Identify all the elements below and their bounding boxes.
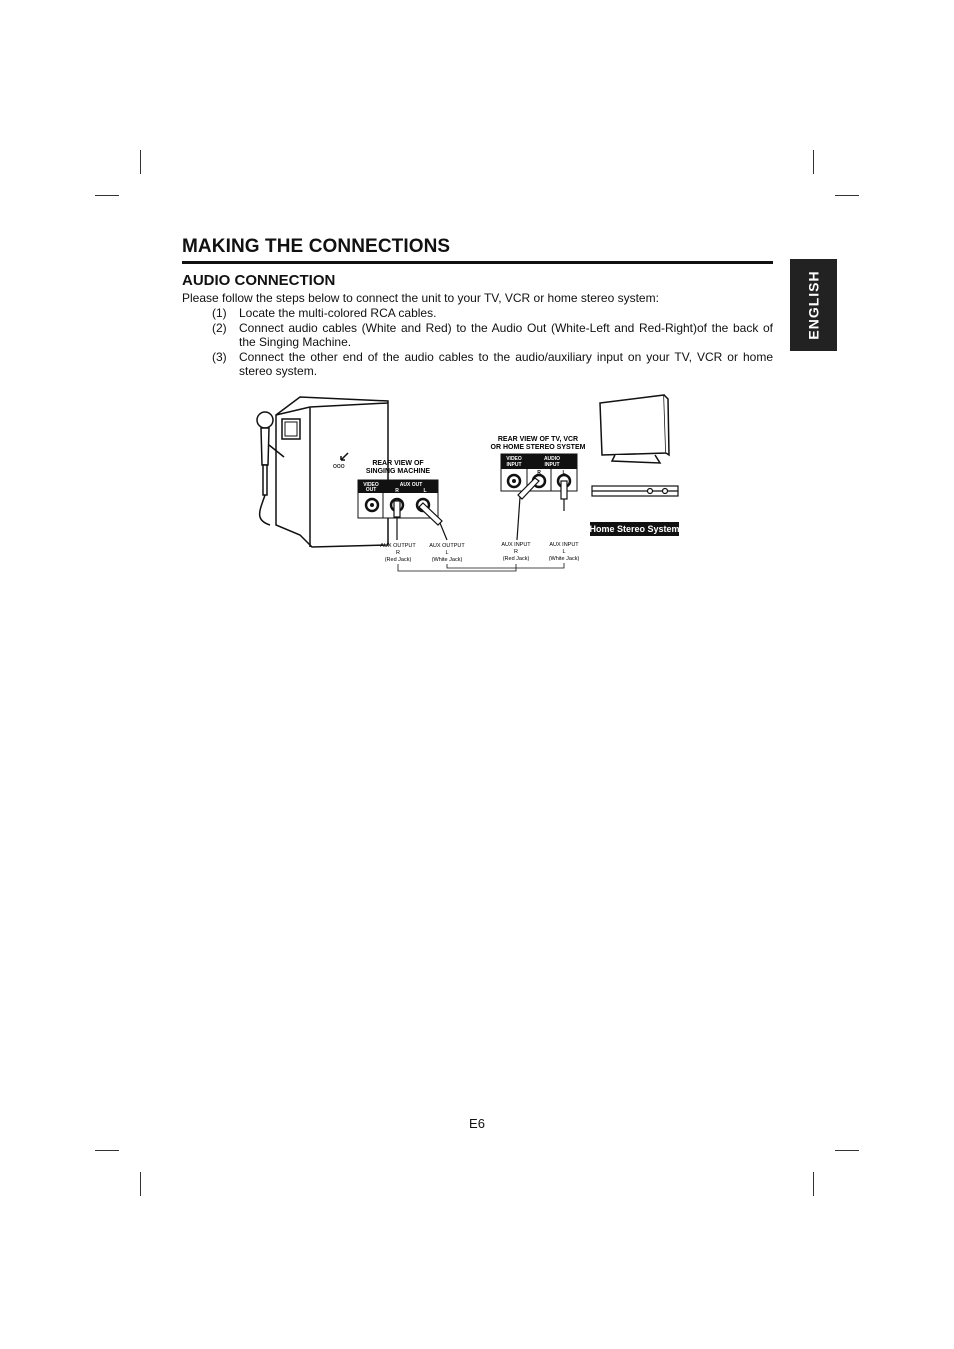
step-text: Connect the other end of the audio cables to the audio/auxiliary input on your TV, VCR or home stereo system. (239, 349, 773, 378)
video-out-label: OUT (365, 487, 377, 493)
crop-mark (813, 1172, 814, 1196)
rca-plug-white (561, 481, 567, 511)
aux-output-l-label: AUX OUTPUT (429, 543, 465, 549)
aux-output-r-label: AUX OUTPUT (380, 543, 416, 549)
crop-mark (95, 1150, 119, 1151)
step-text: Locate the multi-colored RCA cables. (239, 306, 437, 320)
cable-lines (398, 563, 564, 571)
aux-output-r-label: R (396, 550, 400, 556)
audio-input-label: AUDIO (543, 456, 561, 462)
list-item (212, 306, 773, 321)
aux-output-r-label: (Red Jack) (384, 557, 412, 563)
rca-plug-red (394, 501, 400, 540)
step-number: (3) (212, 349, 227, 364)
crop-mark (835, 1150, 859, 1151)
crop-mark (835, 195, 859, 196)
crop-mark (813, 150, 814, 174)
home-stereo-illustration (592, 486, 678, 496)
home-stereo-label: Home Stereo System (589, 524, 680, 534)
aux-input-l-label: (White Jack) (548, 556, 580, 562)
channel-r-label: R (395, 488, 399, 494)
channel-l-label: L (423, 488, 427, 494)
crop-mark (140, 1172, 141, 1196)
video-input-label: VIDEO (506, 456, 522, 462)
language-tab-label: ENGLISH (805, 270, 822, 340)
crop-mark (140, 150, 141, 174)
aux-input-l-label: AUX INPUT (549, 542, 579, 548)
page-title: MAKING THE CONNECTIONS (182, 236, 773, 264)
step-number: (1) (212, 306, 227, 320)
aux-input-l-label: L (562, 549, 566, 555)
audio-input-label: INPUT (544, 462, 560, 468)
rear-view-machine-label: REAR VIEW OF (372, 460, 424, 467)
speaker-dots: ooo (333, 463, 345, 470)
video-input-label: INPUT (506, 462, 522, 468)
steps-list (212, 306, 773, 379)
aux-input-r-label: AUX INPUT (501, 542, 531, 548)
step-text: Connect audio cables (White and Red) to the Audio Out (White-Left and Red-Right)of the back of the Singing Machine. (239, 320, 773, 349)
video-out-label: VIDEO (363, 482, 379, 488)
aux-output-l-label: L (445, 550, 449, 556)
connection-diagram (240, 385, 700, 580)
channel-l-label: L (562, 470, 566, 476)
aux-out-label: AUX OUT (399, 482, 423, 488)
aux-input-r-label: (Red Jack) (502, 556, 530, 562)
list-item (212, 321, 773, 350)
tv-illustration (600, 395, 669, 463)
page-number: E6 (469, 1116, 485, 1131)
crop-mark (95, 195, 119, 196)
section-title: AUDIO CONNECTION (182, 272, 336, 289)
channel-r-label: R (537, 470, 541, 476)
rear-view-machine-label: SINGING MACHINE (365, 468, 431, 475)
language-tab (790, 259, 837, 351)
rear-view-tv-label: OR HOME STEREO SYSTEM (490, 444, 586, 451)
aux-input-r-label: R (514, 549, 518, 555)
list-item (212, 350, 773, 379)
step-number: (2) (212, 320, 227, 335)
rear-view-tv-label: REAR VIEW OF TV, VCR (497, 436, 579, 443)
aux-output-l-label: (White Jack) (431, 557, 463, 563)
intro-text: Please follow the steps below to connect the unit to your TV, VCR or home stereo system: (182, 291, 659, 305)
